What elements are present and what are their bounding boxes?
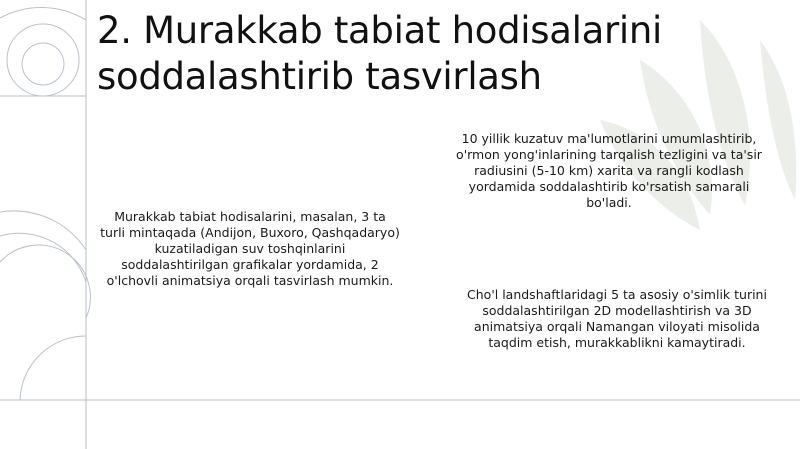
paragraph-left: Murakkab tabiat hodisalarini, masalan, 3 ta turli mintaqada (Andijon, Buxoro, Qashqadaryo) kuzatiladigan suv toshqinlarini soddalashtirilgan grafikalar yordamida, 2 o'lchovli animatsiya orqali tasvirlash mumkin. xyxy=(100,209,400,288)
lower-arc-inner xyxy=(0,245,90,318)
top-small-circle xyxy=(22,43,64,85)
lower-arc-bottom xyxy=(20,336,86,400)
slide-title: 2. Murakkab tabiat hodisalarini soddalashtirib tasvirlash xyxy=(97,9,663,98)
lower-arc-outer xyxy=(0,211,86,250)
paragraph-right-top: 10 yillik kuzatuv ma'lumotlarini umumlashtirib, o'rmon yong'inlarining tarqalish tezligini va ta'sir radiusini (5-10 km) xarita va rangli kodlash yordamida soddalashtirib ko'rsatish samarali bo'ladi. xyxy=(456,131,762,210)
paragraph-right-bottom: Cho'l landshaftlaridagi 5 ta asosiy o'simlik turini soddalashtirilgan 2D modellashtirish va 3D animatsiya orqali Namangan viloyati misolida taqdim etish, murakkablikni kamaytiradi. xyxy=(467,287,767,350)
top-arc xyxy=(0,7,86,20)
